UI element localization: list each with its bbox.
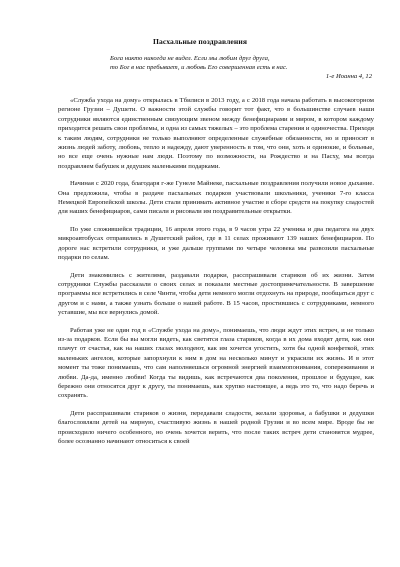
epigraph-line-1: Бога никто никогда не видел. Если мы любим друг друга,	[110, 55, 270, 62]
paragraph-5: Работая уже не один год в «Службе ухода на дому», понимаешь, что люди ждут этих встреч, и не только из-за подарков. Если бы вы могли видеть, как светятся глаза стариков, когда в их дома входят дети, как они плачут от счастья, как на наших глазах молодеют, как им хочется угостить, хотя бы одной конфеткой, этих маленьких ангелов, которые запорхнули к ним в дом на несколько минут и украсили их жизнь. И в этот момент ты тоже понимаешь, что сам наполняешься огромной энергией взаимопонимания, сопереживания и любви. Да-да, именно любви! Когда ты видишь, как встречаются два поколения, прошлое и будущее, как бережно они относятся друг к другу, ты понимаешь, как хрупко настоящее, а ведь это то, что надо беречь и сохранять.	[58, 326, 374, 400]
paragraph-6: Дети расспрашивали стариков о жизни, передавали сладости, желали здоровья, а бабушки и дедушки благословляли детей на мирную, счастливую жизнь в нашей родной Грузии и во всем мире. Вроде бы не происходило ничего особенного, но очень хочется верить, что после таких встреч дети становятся мудрее, более осознанно начинают относиться к своей	[58, 409, 374, 445]
epigraph-reference: 1-е Иоанна 4, 12	[325, 73, 372, 80]
document-body	[58, 96, 374, 454]
document-title: Пасхальные поздравления	[152, 37, 248, 46]
paragraph-4: Дети знакомились с жителями, раздавали подарки, расспрашивали стариков об их жизни. Затем сотрудники Службы рассказали о своих селах и показали местные достопримечательности. В завершение программы все встретились в селе Чинти, чтобы дети немного могли отдохнуть на природе, пообщаться друг с другом и с нами, а также узнать больше о нашей работе. В 15 часов, простившись с сотрудниками, немного уставшие, мы все вернулись домой.	[58, 271, 374, 317]
paragraph-3: По уже сложившейся традиции, 16 апреля этого года, в 9 часов утра 22 ученика и два педагога на двух микроавтобусах отправились в Душетский район, где в 11 селах проживают 139 наших бенефициаров. По дороге нас встретили сотрудники, и уже дальше группами по четыре человека мы развозили пасхальные подарки по селам.	[58, 225, 374, 262]
paragraph-1: «Служба ухода на дому» открылась в Тбилиси в 2013 году, а с 2018 года начала работать в высокогорном регионе Грузии – Душети. О важности этой службы говорит тот факт, что в большинстве случаев наши сотрудники являются единственным связующим звеном между бенефициарами и миром, в котором каждому приходится решать свои проблемы, и одна из самых тяжелых – это проблема старения и одиночества. Приходя к таким людям, сотрудники не только выполняют определенные служебные обязанности, но и приносят в жизнь людей заботу, любовь, тепло и надежду, дают уверенность в том, что они, хоть и одинокие, и больные, но все еще очень нужные нам люди. Поэтому по возможности, на Рождество и на Пасху, мы всегда поздравляем бабушек и дедушек маленькими подарками.	[58, 97, 374, 170]
paragraph-2: Начиная с 2020 года, благодаря г-же Гунеле Майнеке, пасхальные поздравления получили новое дыхание. Она предложила, чтобы в раздаче пасхальных подарков участвовали школьники, ученики 7-го класса Немецкой Европейской школы. Дети стали принимать активное участие в сборе средств на покупку сладостей для наших бенефициаров, сами писали и рисовали им поздравительные открытки.	[58, 180, 374, 216]
epigraph-line-2: то Бог в нас пребывает, и любовь Его совершенная есть в нас.	[110, 64, 288, 71]
epigraph	[110, 54, 372, 81]
